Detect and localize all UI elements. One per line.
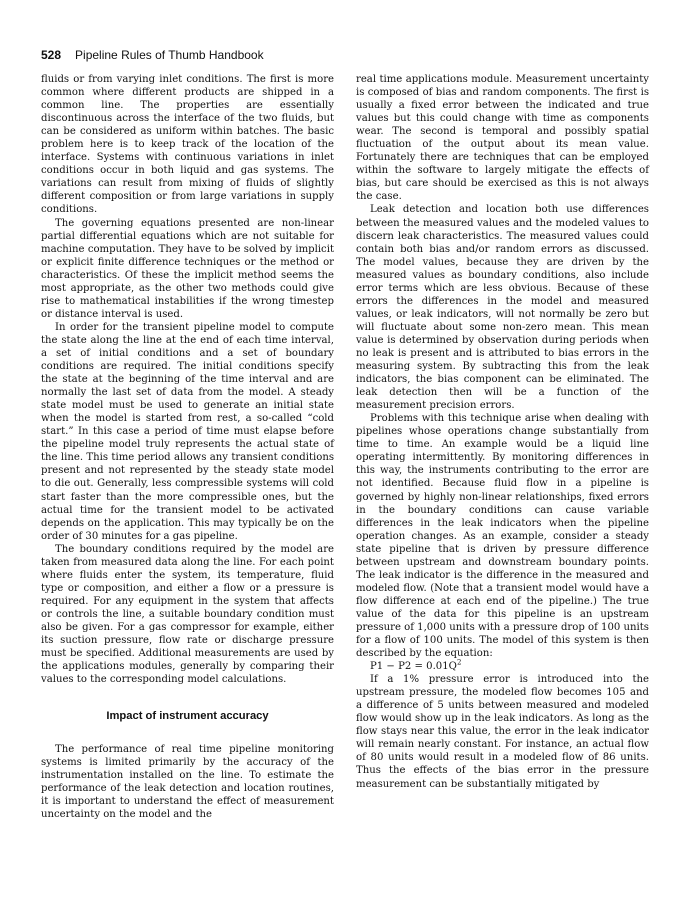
paragraph: Leak detection and location both use differences between the measured values and the modeled values to discern leak characteristics. The measured values could contain both bias and/or random errors as discussed. The model values, because they are driven by the measured values as boundary conditions, also include error terms which are less obvious. Because of these errors the differences in the model and measured values, or leak indicators, will not normally be zero but will fluctuate about some non-zero mean. This mean value is determined by observation during periods when no leak is present and is attributed to bias errors in the measuring system. By subtracting this from the leak indicators, the bias component can be eliminated. The leak detection then will be a function of the measurement precision errors. <box>356 204 649 412</box>
paragraph: The performance of real time pipeline monitoring systems is limited primarily by the accuracy of the instrumentation installed on the line. To estimate the performance of the leak detection and location routines, it is important to understand the effect of measurement uncertainty on the model and the <box>41 744 334 821</box>
paragraph: Problems with this technique arise when dealing with pipelines whose operations change substantially from time to time. An example would be a liquid line operating intermittently. By monitoring differences in this way, the instruments contributing to the error are not identified. Because fluid flow in a pipeline is governed by highly non-linear relationships, fixed errors in the boundary conditions can cause variable differences in the leak indicators when the pipeline operation changes. As an example, consider a steady state pipeline that is driven by pressure difference between upstream and downstream boundary points. The leak indicator is the difference in the measured and modeled flow. (Note that a transient model would have a flow difference at each end of the pipeline.) The true value of the data for this pipeline is an upstream pressure of 1,000 units with a pressure drop of 100 units for a flow of 100 units. The model of this system is then described by the equation: <box>356 413 649 660</box>
running-header <box>41 48 264 62</box>
book-title: Pipeline Rules of Thumb Handbook <box>75 48 264 62</box>
paragraph: fluids or from varying inlet conditions. The first is more common where different products are shipped in a common line. The properties are essentially discontinuous across the interface of the two fluids, but can be considered as uniform within batches. The basic problem here is to keep track of the location of the interface. Systems with continuous variations in inlet conditions occur in both liquid and gas systems. The variations can result from mixing of fluids of slightly different composition or from large variations in supply conditions. <box>41 74 334 216</box>
paragraph: In order for the transient pipeline model to compute the state along the line at the end of each time interval, a set of initial conditions and a set of boundary conditions are required. The initial conditions specify the state at the beginning of the time interval and are normally the last set of data from the model. A steady state model must be used to generate an initial state when the model is started from rest, a so-called “cold start.” In this case a period of time must elapse before the pipeline model truly represents the actual state of the line. This time period allows any transient conditions present and not represented by the steady state model to die out. Generally, less compressible systems will cold start faster than the more compressible ones, but the actual time for the transient model to be activated depends on the application. This may typically be on the order of 30 minutes for a gas pipeline. <box>41 321 334 542</box>
page-number: 528 <box>41 48 62 62</box>
paragraph: The boundary conditions required by the model are taken from measured data along the line. For each point where fluids enter the system, its temperature, fluid type or composition, and either a flow or a pressure is required. For any equipment in the system that affects or controls the line, a suitable boundary condition must also be given. For a gas compressor for example, either its suction pressure, flow rate or discharge pressure must be specified. Additional measurements are used by the applications modules, generally by comparing their values to the corresponding model calculations. <box>41 543 334 686</box>
left-column <box>41 73 334 822</box>
right-column <box>356 73 649 791</box>
equation-exponent: 2 <box>456 658 462 667</box>
equation-expression: P1 − P2 = 0.01Q <box>370 661 457 673</box>
paragraph: The governing equations presented are non-linear partial differential equations which are not suitable for machine computation. They have to be solved by implicit or explicit finite difference techniques or the method or characteristics. Of these the implicit method seems the most appropriate, as the other two methods could give rise to mathematical instabilities if the wrong timestep or distance interval is used. <box>41 217 334 320</box>
equation <box>356 660 649 673</box>
paragraph: real time applications module. Measurement uncertainty is composed of bias and random components. The first is usually a fixed error between the indicated and true values but this could change with time as components wear. The second is temporal and possibly spatial fluctuation of the output about its mean value. Fortunately there are techniques that can be employed within the software to largely mitigate the effects of bias, but care should be exercised as this is not always the case. <box>356 74 649 203</box>
section-heading: Impact of instrument accuracy <box>106 710 269 723</box>
paragraph: If a 1% pressure error is introduced into the upstream pressure, the modeled flow becomes 105 and a difference of 5 units between measured and modeled flow would show up in the leak indicators. As long as the flow stays near this value, the error in the leak indicator will remain nearly constant. For instance, an actual flow of 80 units would result in a modeled flow of 86 units. Thus the effects of the bias error in the pressure measurement can be substantially mitigated by <box>356 674 649 790</box>
